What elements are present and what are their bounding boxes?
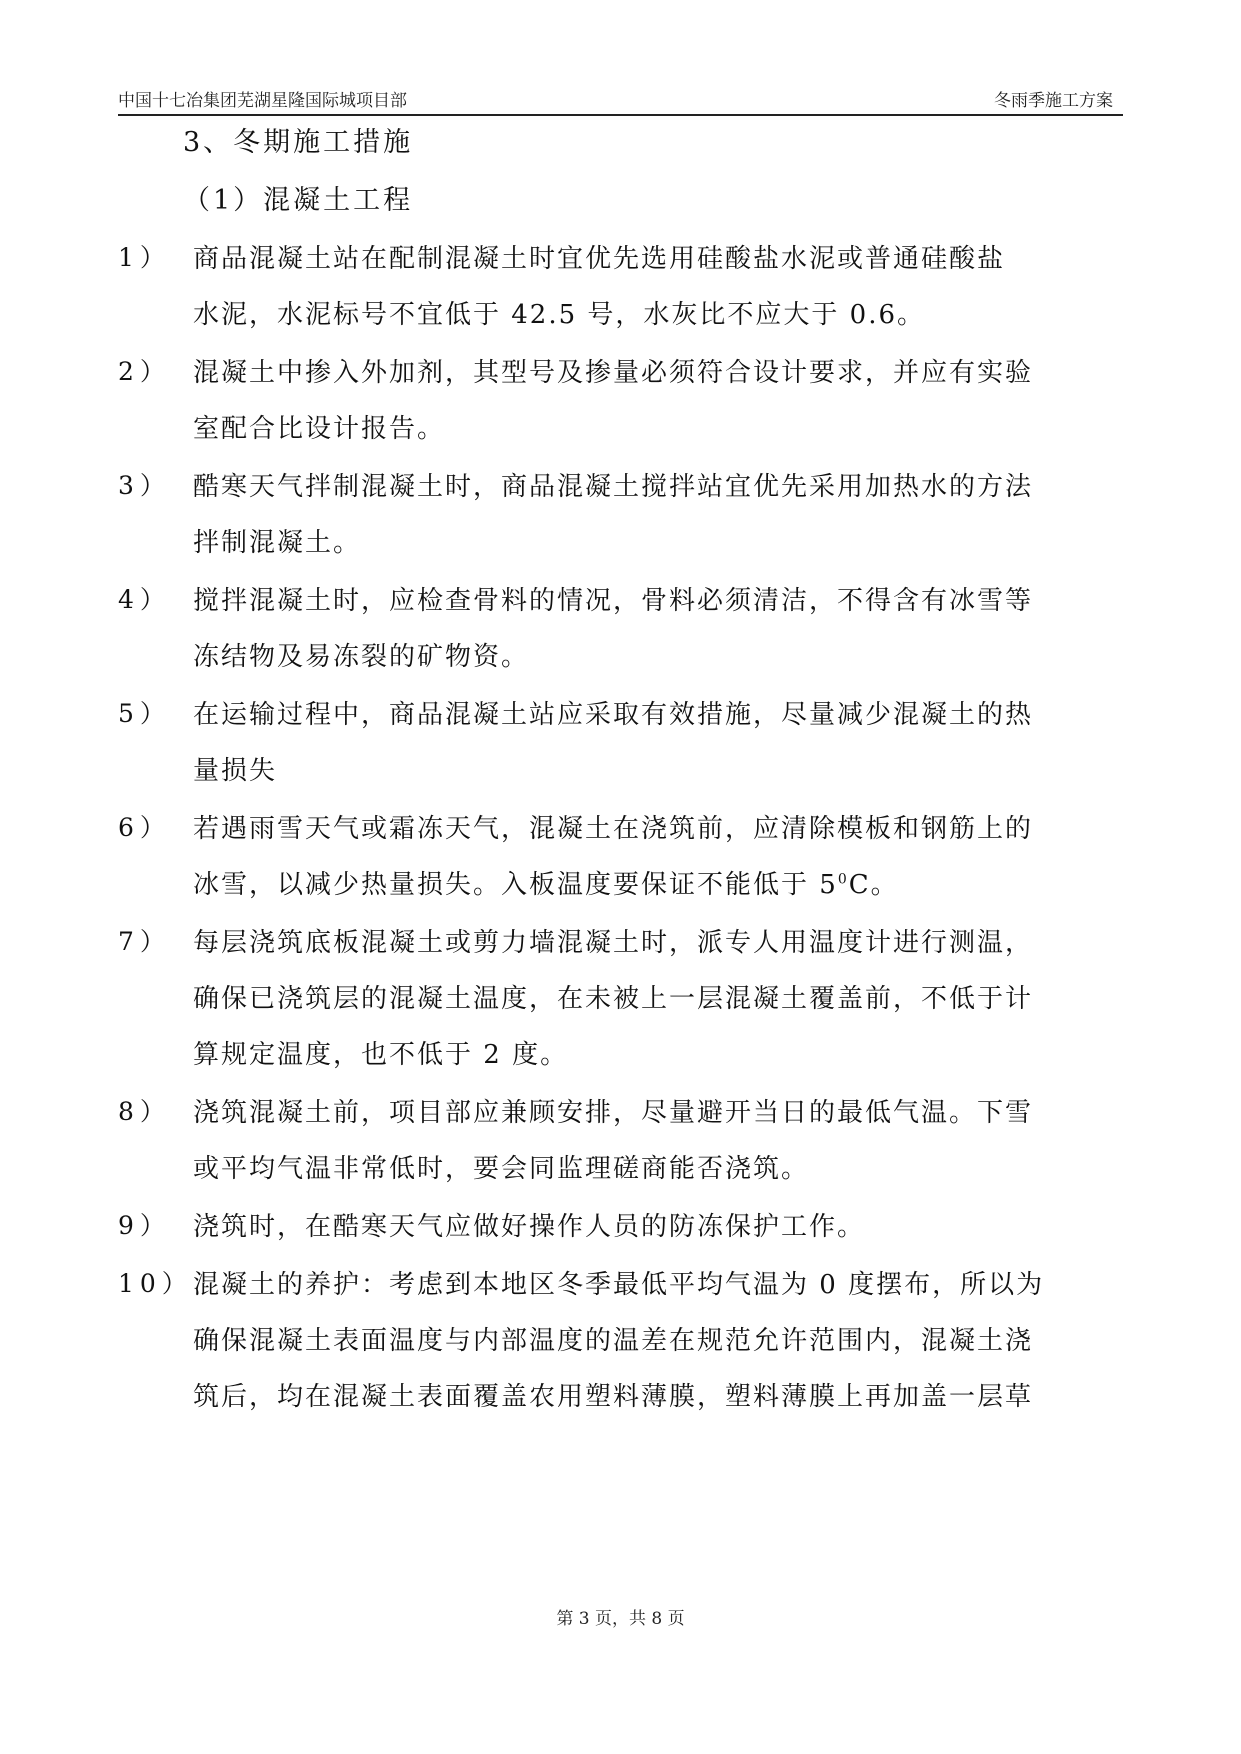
page-footer: 第 3 页，共 8 页 <box>556 1609 685 1629</box>
item-number: 9） <box>118 1211 171 1240</box>
item-text-line: 若遇雨雪天气或霜冻天气，混凝土在浇筑前，应清除模板和钢筋上的 <box>193 814 1034 844</box>
item-text-line: 浇筑混凝土前，项目部应兼顾安排，尽量避开当日的最低气温。下雪 <box>193 1098 1034 1128</box>
item-text-line: 冻结物及易冻裂的矿物资。 <box>193 642 530 672</box>
header-divider <box>118 114 1123 116</box>
item-number: 10） <box>118 1269 193 1298</box>
item-text-line: 筑后，均在混凝土表面覆盖农用塑料薄膜，塑料薄膜上再加盖一层草 <box>193 1382 1034 1412</box>
header-document-title: 冬雨季施工方案 <box>994 91 1113 111</box>
item-text-line: 或平均气温非常低时，要会同监理磋商能否浇筑。 <box>193 1154 810 1184</box>
item-text-line: 确保已浇筑层的混凝土温度，在未被上一层混凝土覆盖前，不低于计 <box>193 984 1034 1014</box>
item-number: 5） <box>118 699 171 728</box>
item-text-line-with-unit <box>193 864 899 901</box>
item-text-line: 搅拌混凝土时，应检查骨料的情况，骨料必须清洁，不得含有冰雪等 <box>193 586 1034 616</box>
section-title: 3、冬期施工措施 <box>183 127 414 158</box>
item-text-line: 拌制混凝土。 <box>193 528 362 558</box>
item-number: 3） <box>118 471 171 500</box>
item-text-line: 酷寒天气拌制混凝土时，商品混凝土搅拌站宜优先采用加热水的方法 <box>193 472 1034 502</box>
item-text-line: 在运输过程中，商品混凝土站应采取有效措施，尽量减少混凝土的热 <box>193 700 1034 730</box>
item-text-line: 算规定温度，也不低于 2 度。 <box>193 1040 569 1070</box>
header-project-name: 中国十七冶集团芜湖星隆国际城项目部 <box>118 91 407 111</box>
item-number: 8） <box>118 1097 171 1126</box>
subsection-title: （1）混凝土工程 <box>183 185 414 216</box>
item-text-line: 确保混凝土表面温度与内部温度的温差在规范允许范围内，混凝土浇 <box>193 1326 1034 1356</box>
item-number: 2） <box>118 357 171 386</box>
item-text: 冰雪，以减少热量损失。入板温度要保证不能低于 5 <box>193 870 838 900</box>
item-text-line: 混凝土中掺入外加剂，其型号及掺量必须符合设计要求，并应有实验 <box>193 358 1034 388</box>
item-text-line: 每层浇筑底板混凝土或剪力墙混凝土时，派专人用温度计进行测温， <box>193 928 1034 958</box>
item-text-tail: C。 <box>848 870 899 900</box>
item-number: 6） <box>118 813 171 842</box>
item-number: 1） <box>118 243 171 272</box>
item-text-line: 商品混凝土站在配制混凝土时宜优先选用硅酸盐水泥或普通硅酸盐 <box>193 244 1006 274</box>
item-text-line: 混凝土的养护：考虑到本地区冬季最低平均气温为 0 度摆布，所以为 <box>193 1270 1045 1300</box>
item-text-line: 浇筑时，在酷寒天气应做好操作人员的防冻保护工作。 <box>193 1212 866 1242</box>
item-text-line: 水泥，水泥标号不宜低于 42.5 号，水灰比不应大于 0.6。 <box>193 300 926 330</box>
item-number: 4） <box>118 585 171 614</box>
item-text-line: 室配合比设计报告。 <box>193 414 446 444</box>
item-text-line: 量损失 <box>193 756 278 786</box>
degree-superscript: 0 <box>837 871 849 888</box>
item-number: 7） <box>118 927 171 956</box>
